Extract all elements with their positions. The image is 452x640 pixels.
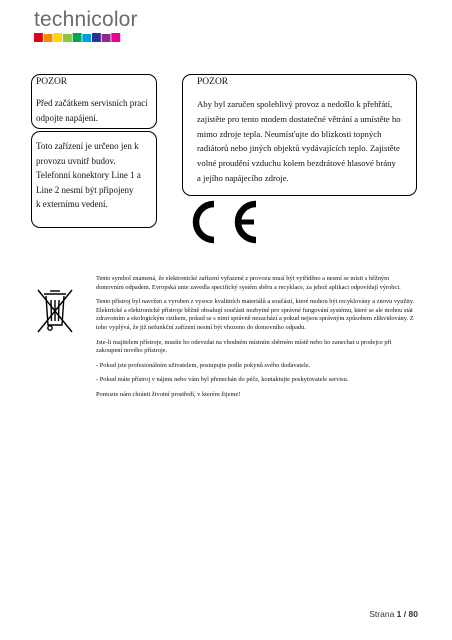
stripe-block bbox=[53, 33, 62, 42]
stripe-block bbox=[63, 34, 72, 42]
warning-box-ventilation bbox=[182, 74, 417, 196]
brand-stripe-icon bbox=[34, 33, 121, 42]
warning-box-power bbox=[31, 74, 157, 129]
stripe-block bbox=[82, 34, 91, 42]
stripe-block bbox=[92, 33, 101, 42]
stripe-block bbox=[111, 33, 120, 42]
brand-logo: technicolor bbox=[34, 8, 138, 31]
disposal-paragraph: - Pokud máte přístroj v nájmu nebo vám byl přenechán do péče, kontaktujte poskytovatele servisu. bbox=[96, 376, 349, 384]
warning-text: Aby byl zaručen spolehlivý provoz a nedošlo k přehřátí, zajistěte pro tento modem dostatečné větrání a umístěte ho mimo zdroje tepla. Neumísťujte do blízkosti topných radiátorů nebo jiných objektů vydávajících teplo. Zajistěte volné proudění vzduchu kolem bezdrátové hlasové brány a jejího napájecího zdroje. bbox=[197, 99, 401, 183]
warning-box-indoor bbox=[31, 131, 157, 228]
disposal-paragraph: Tento přístroj byl navržen a vyroben z vysoce kvalitních materiálů a součástí, které mohou být recyklovány a znovu využity. Elektrické a elektronické přístroje běžně obsahují součásti nezbytné pro správné fungování systému, které se ale mohou stát zdravotním a ekologickým rizikem, pokud se s nimi správně nezachází a pokud nejsou správným způsobem zlikvidovány. Z toho vyplývá, že již nefunkční zařízení nesmí být vhozeno do domovního odpadu. bbox=[96, 298, 415, 331]
disposal-paragraph: - Pokud jste profesionálním uživatelem, postupujte podle pokynů svého dodavatele. bbox=[96, 361, 311, 369]
warning-text: Před začátkem servisních prací odpojte napájení. bbox=[36, 98, 148, 123]
weee-bin-icon bbox=[35, 287, 75, 335]
disposal-paragraph: Pomozte nám chránit životní prostředí, v kterém žijeme! bbox=[96, 390, 241, 398]
warning-text: Toto zařízení je určeno jen k provozu uvnitř budov. Telefonní konektory Line 1 a Line 2 nesmí být připojeny k externímu vedení. bbox=[36, 141, 141, 209]
stripe-block bbox=[73, 33, 82, 42]
ce-mark-icon bbox=[192, 200, 262, 244]
page-number: Strana 1 / 80 bbox=[369, 609, 418, 619]
disposal-notice bbox=[96, 275, 416, 406]
stripe-block bbox=[34, 33, 43, 42]
warning-title: POZOR bbox=[197, 77, 229, 87]
stripe-block bbox=[44, 34, 53, 42]
warning-title: POZOR bbox=[36, 77, 68, 87]
disposal-paragraph: Tento symbol znamená, že elektronické zařízení vyřazené z provozu musí být vytříděno a nesmí se mísit s běžným domovním odpadem. Evropská unie zavedla specifický systém sběru a recyklace, za jehož aplikaci odpovídají výrobci. bbox=[96, 275, 401, 291]
stripe-block bbox=[102, 34, 111, 42]
disposal-paragraph: Jste-li majitelem přístroje, musíte ho odevzdat na vhodném místním sběrném místě nebo ho zanechat u prodejce při zakoupení nového přístroje. bbox=[96, 338, 392, 355]
